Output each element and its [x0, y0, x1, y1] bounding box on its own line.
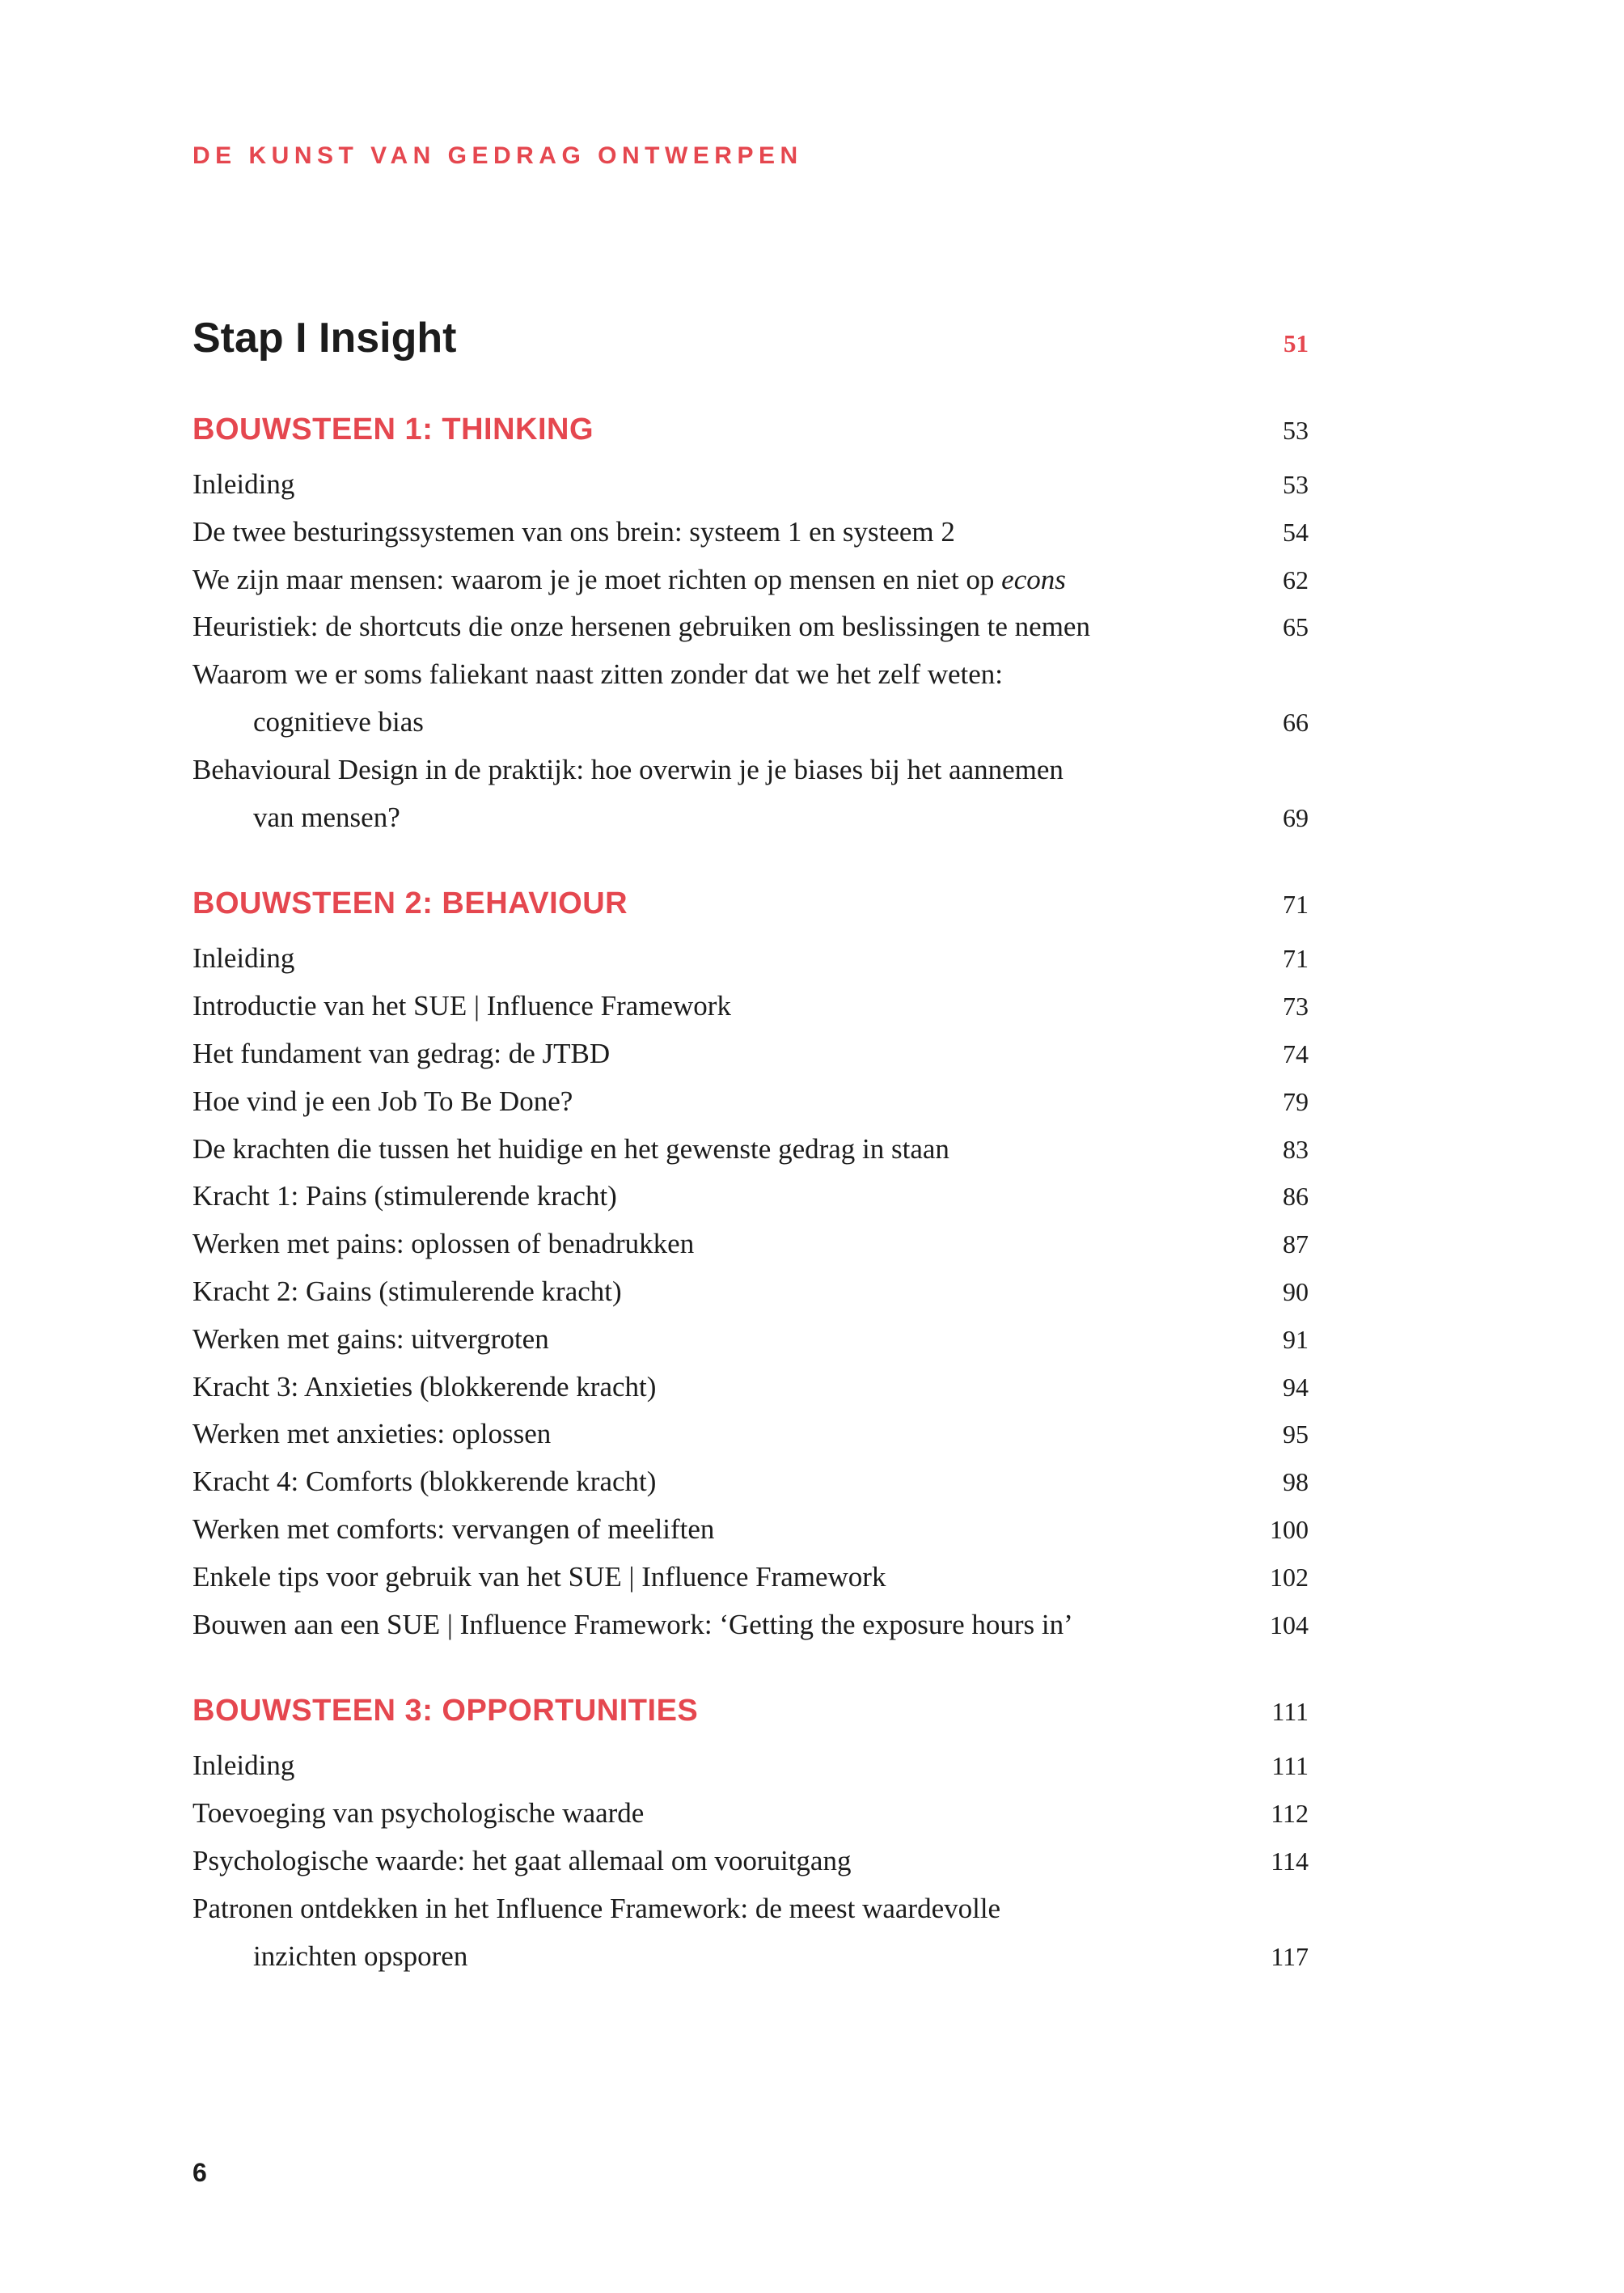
toc-entry: [192, 1838, 1309, 1885]
toc-entry-line: [192, 1458, 1309, 1506]
toc-entry-label: Hoe vind je een Job To Be Done?: [192, 1085, 573, 1117]
toc-entry-line: [192, 1316, 1309, 1364]
toc-entry-text: [192, 556, 1066, 604]
toc-entry-label: inzichten opsporen: [253, 1940, 468, 1972]
toc-entry-line: [192, 1554, 1309, 1601]
toc-entry-label: Waarom we er soms faliekant naast zitten zonder dat we het zelf weten:: [192, 658, 1004, 691]
toc-entry-line: [192, 1601, 1309, 1649]
toc-entry-label: Enkele tips voor gebruik van het SUE | Influence Framework: [192, 1560, 886, 1593]
toc-entry: [192, 935, 1309, 983]
toc-entry: [192, 1173, 1309, 1221]
toc-entry-page-number: 102: [1270, 1562, 1309, 1592]
toc-entry: [192, 1742, 1309, 1790]
toc-entry-label: Bouwen aan een SUE | Influence Framework: ‘Getting the exposure hours in’: [192, 1608, 1073, 1640]
section-heading: [192, 886, 1309, 935]
toc-entry: [192, 556, 1309, 604]
toc-entry-text: [253, 699, 424, 747]
toc-entry-label: Introductie van het SUE | Influence Framework: [192, 990, 731, 1022]
toc-entry-text: [192, 1173, 617, 1221]
toc-entry: [192, 1601, 1309, 1649]
toc-entry-line: [192, 1078, 1309, 1126]
toc-entry-line: [192, 935, 1309, 983]
toc-entry-line: [192, 983, 1309, 1030]
toc-entry-line: [192, 461, 1309, 509]
toc-entry-continuation: [192, 794, 1309, 842]
section-page-number: 71: [1283, 890, 1309, 920]
toc-entry-text: [253, 794, 400, 842]
toc-entry-line: [192, 651, 1309, 699]
toc-entry: [192, 1506, 1309, 1554]
toc-section: [192, 886, 1309, 1648]
toc-entry-label: De krachten die tussen het huidige en het gewenste gedrag in staan: [192, 1132, 949, 1165]
toc-entry-label: Werken met comforts: vervangen of meeliften: [192, 1512, 715, 1545]
toc-entry-page-number: 111: [1271, 1751, 1309, 1781]
toc-entry-label: Behavioural Design in de praktijk: hoe overwin je je biases bij het aannemen: [192, 753, 1064, 785]
section-page-number: 111: [1271, 1697, 1309, 1727]
toc-entry-text: [192, 935, 294, 983]
section-heading: [192, 412, 1309, 461]
toc-entry-line: [192, 509, 1309, 556]
toc-section: [192, 1694, 1309, 1980]
toc-entry-line: [192, 747, 1309, 794]
toc-entry: [192, 1316, 1309, 1364]
toc-entry-page-number: 91: [1283, 1324, 1309, 1354]
toc-entry-text: [192, 651, 1003, 699]
toc-entry-label: Heuristiek: de shortcuts die onze hersenen gebruiken om beslissingen te nemen: [192, 611, 1090, 643]
toc-entry-line: [192, 1126, 1309, 1174]
toc-entry-text: [192, 1742, 294, 1790]
toc-entry-text: [192, 747, 1064, 794]
toc-entry-label: Inleiding: [192, 1749, 295, 1782]
toc-entry-label: Patronen ontdekken in het Influence Framework: de meest waardevolle: [192, 1892, 1001, 1924]
part-page-number: 51: [1284, 329, 1309, 357]
toc-entry-label: We zijn maar mensen: waarom je je moet richten op mensen en niet op: [192, 563, 1002, 595]
toc-entry-text: [192, 1506, 714, 1554]
toc-entry-text: [192, 1411, 551, 1458]
toc-entry-page-number: 73: [1283, 992, 1309, 1022]
toc-entry-page-number: 66: [1283, 707, 1309, 737]
toc-entry: [192, 1364, 1309, 1411]
page-number: 6: [192, 2158, 207, 2187]
section-title: BOUWSTEEN 3: OPPORTUNITIES: [192, 1694, 699, 1728]
toc-entry-line: [192, 1268, 1309, 1316]
toc-entry-label: cognitieve bias: [253, 705, 424, 738]
toc-entry-page-number: 69: [1283, 802, 1309, 832]
toc-entry-text: [192, 1316, 549, 1364]
toc-entry-page-number: 94: [1283, 1372, 1309, 1402]
toc-entry: [192, 1030, 1309, 1078]
toc-entry-text: [192, 461, 294, 509]
toc-entry: [192, 461, 1309, 509]
toc-entry-page-number: 98: [1283, 1467, 1309, 1497]
toc-entry-line: [192, 1838, 1309, 1885]
toc-entry-page-number: 117: [1271, 1941, 1309, 1971]
toc-entry-page-number: 112: [1271, 1799, 1309, 1829]
toc-entry-line: [192, 1885, 1309, 1933]
toc-entry-line: [192, 1506, 1309, 1554]
toc-entry-line: [192, 603, 1309, 651]
toc-entry-page-number: 71: [1283, 944, 1309, 974]
toc-entry: [192, 1790, 1309, 1838]
toc-entry-label: De twee besturingssystemen van ons brein: systeem 1 en systeem 2: [192, 515, 955, 548]
toc-entry-page-number: 104: [1270, 1610, 1309, 1639]
toc-entry-line: [192, 1173, 1309, 1221]
toc-entry-text: [192, 1458, 656, 1506]
toc-entry-line: [192, 1411, 1309, 1458]
toc-entry-page-number: 79: [1283, 1086, 1309, 1116]
toc-entry-line: [192, 1221, 1309, 1268]
toc-entry-page-number: 53: [1283, 470, 1309, 499]
toc-entry-page-number: 86: [1283, 1182, 1309, 1212]
toc-entry-label: Kracht 2: Gains (stimulerende kracht): [192, 1275, 622, 1307]
toc-entry-label: Werken met anxieties: oplossen: [192, 1418, 552, 1450]
toc-entry-label: Psychologische waarde: het gaat allemaal om vooruitgang: [192, 1844, 852, 1876]
toc-entry-text: [192, 1078, 573, 1126]
toc-entry: [192, 651, 1309, 747]
toc-entry: [192, 603, 1309, 651]
toc-entry-label: Kracht 4: Comforts (blokkerende kracht): [192, 1466, 657, 1498]
toc-entry-label: van mensen?: [253, 801, 400, 833]
toc-entry-text: [192, 509, 955, 556]
toc-entry-label: Werken met pains: oplossen of benadrukken: [192, 1228, 695, 1260]
toc-entry-text: [192, 1268, 622, 1316]
toc-entry-continuation: [192, 699, 1309, 747]
toc-entry-page-number: 87: [1283, 1229, 1309, 1259]
toc-entry-label: Het fundament van gedrag: de JTBD: [192, 1037, 611, 1069]
part-heading: [192, 314, 1309, 379]
section-title: BOUWSTEEN 1: THINKING: [192, 412, 594, 446]
toc-entry-text: [192, 1601, 1073, 1649]
toc-entry-page-number: 65: [1283, 612, 1309, 642]
running-header: DE KUNST VAN GEDRAG ONTWERPEN: [192, 142, 803, 169]
toc-entry-text: [192, 1030, 610, 1078]
toc-entry-line: [192, 1364, 1309, 1411]
toc-entry-italic: econs: [1001, 563, 1066, 595]
toc-sections: [192, 412, 1309, 1980]
toc-entry-line: [192, 1742, 1309, 1790]
toc-entry: [192, 1554, 1309, 1601]
toc-entry-page-number: 100: [1270, 1514, 1309, 1544]
toc-entry-page-number: 90: [1283, 1276, 1309, 1306]
toc-entry: [192, 1268, 1309, 1316]
toc-entry: [192, 1411, 1309, 1458]
toc-entry-page-number: 114: [1271, 1846, 1309, 1876]
toc-entry-page-number: 62: [1283, 565, 1309, 594]
toc-entry-page-number: 83: [1283, 1134, 1309, 1164]
part-title: Stap I Insight: [192, 315, 457, 362]
table-of-contents: [192, 314, 1309, 2025]
toc-entry-text: [192, 1838, 851, 1885]
toc-entry: [192, 1078, 1309, 1126]
toc-entry-text: [192, 603, 1090, 651]
toc-entry-label: Inleiding: [192, 468, 295, 500]
toc-entry-line: [192, 1790, 1309, 1838]
toc-entry-text: [192, 1554, 886, 1601]
toc-entry: [192, 1458, 1309, 1506]
toc-entry-text: [192, 1790, 644, 1838]
toc-entry-continuation: [192, 1933, 1309, 1981]
toc-section: [192, 412, 1309, 841]
toc-entry-text: [192, 1364, 656, 1411]
toc-entry-text: [192, 1221, 694, 1268]
toc-entry-label: Kracht 1: Pains (stimulerende kracht): [192, 1180, 617, 1212]
toc-entry-label: Inleiding: [192, 942, 295, 975]
toc-entry-text: [253, 1933, 467, 1981]
toc-entry: [192, 1221, 1309, 1268]
toc-entry-label: Werken met gains: uitvergroten: [192, 1322, 549, 1355]
toc-entry-label: Kracht 3: Anxieties (blokkerende kracht): [192, 1370, 657, 1402]
toc-entry: [192, 747, 1309, 842]
toc-entry-label: Toevoeging van psychologische waarde: [192, 1797, 645, 1830]
toc-entry-text: [192, 1885, 1000, 1933]
toc-entry-text: [192, 983, 731, 1030]
toc-entry-page-number: 54: [1283, 517, 1309, 547]
toc-entry: [192, 509, 1309, 556]
toc-entry-text: [192, 1126, 949, 1174]
section-page-number: 53: [1283, 416, 1309, 445]
toc-entry: [192, 1885, 1309, 1981]
toc-entry-line: [192, 1030, 1309, 1078]
section-title: BOUWSTEEN 2: BEHAVIOUR: [192, 886, 628, 921]
toc-entry-line: [192, 556, 1309, 604]
toc-entry: [192, 983, 1309, 1030]
toc-entry-page-number: 74: [1283, 1039, 1309, 1068]
section-heading: [192, 1694, 1309, 1742]
toc-entry-page-number: 95: [1283, 1419, 1309, 1449]
toc-entry: [192, 1126, 1309, 1174]
